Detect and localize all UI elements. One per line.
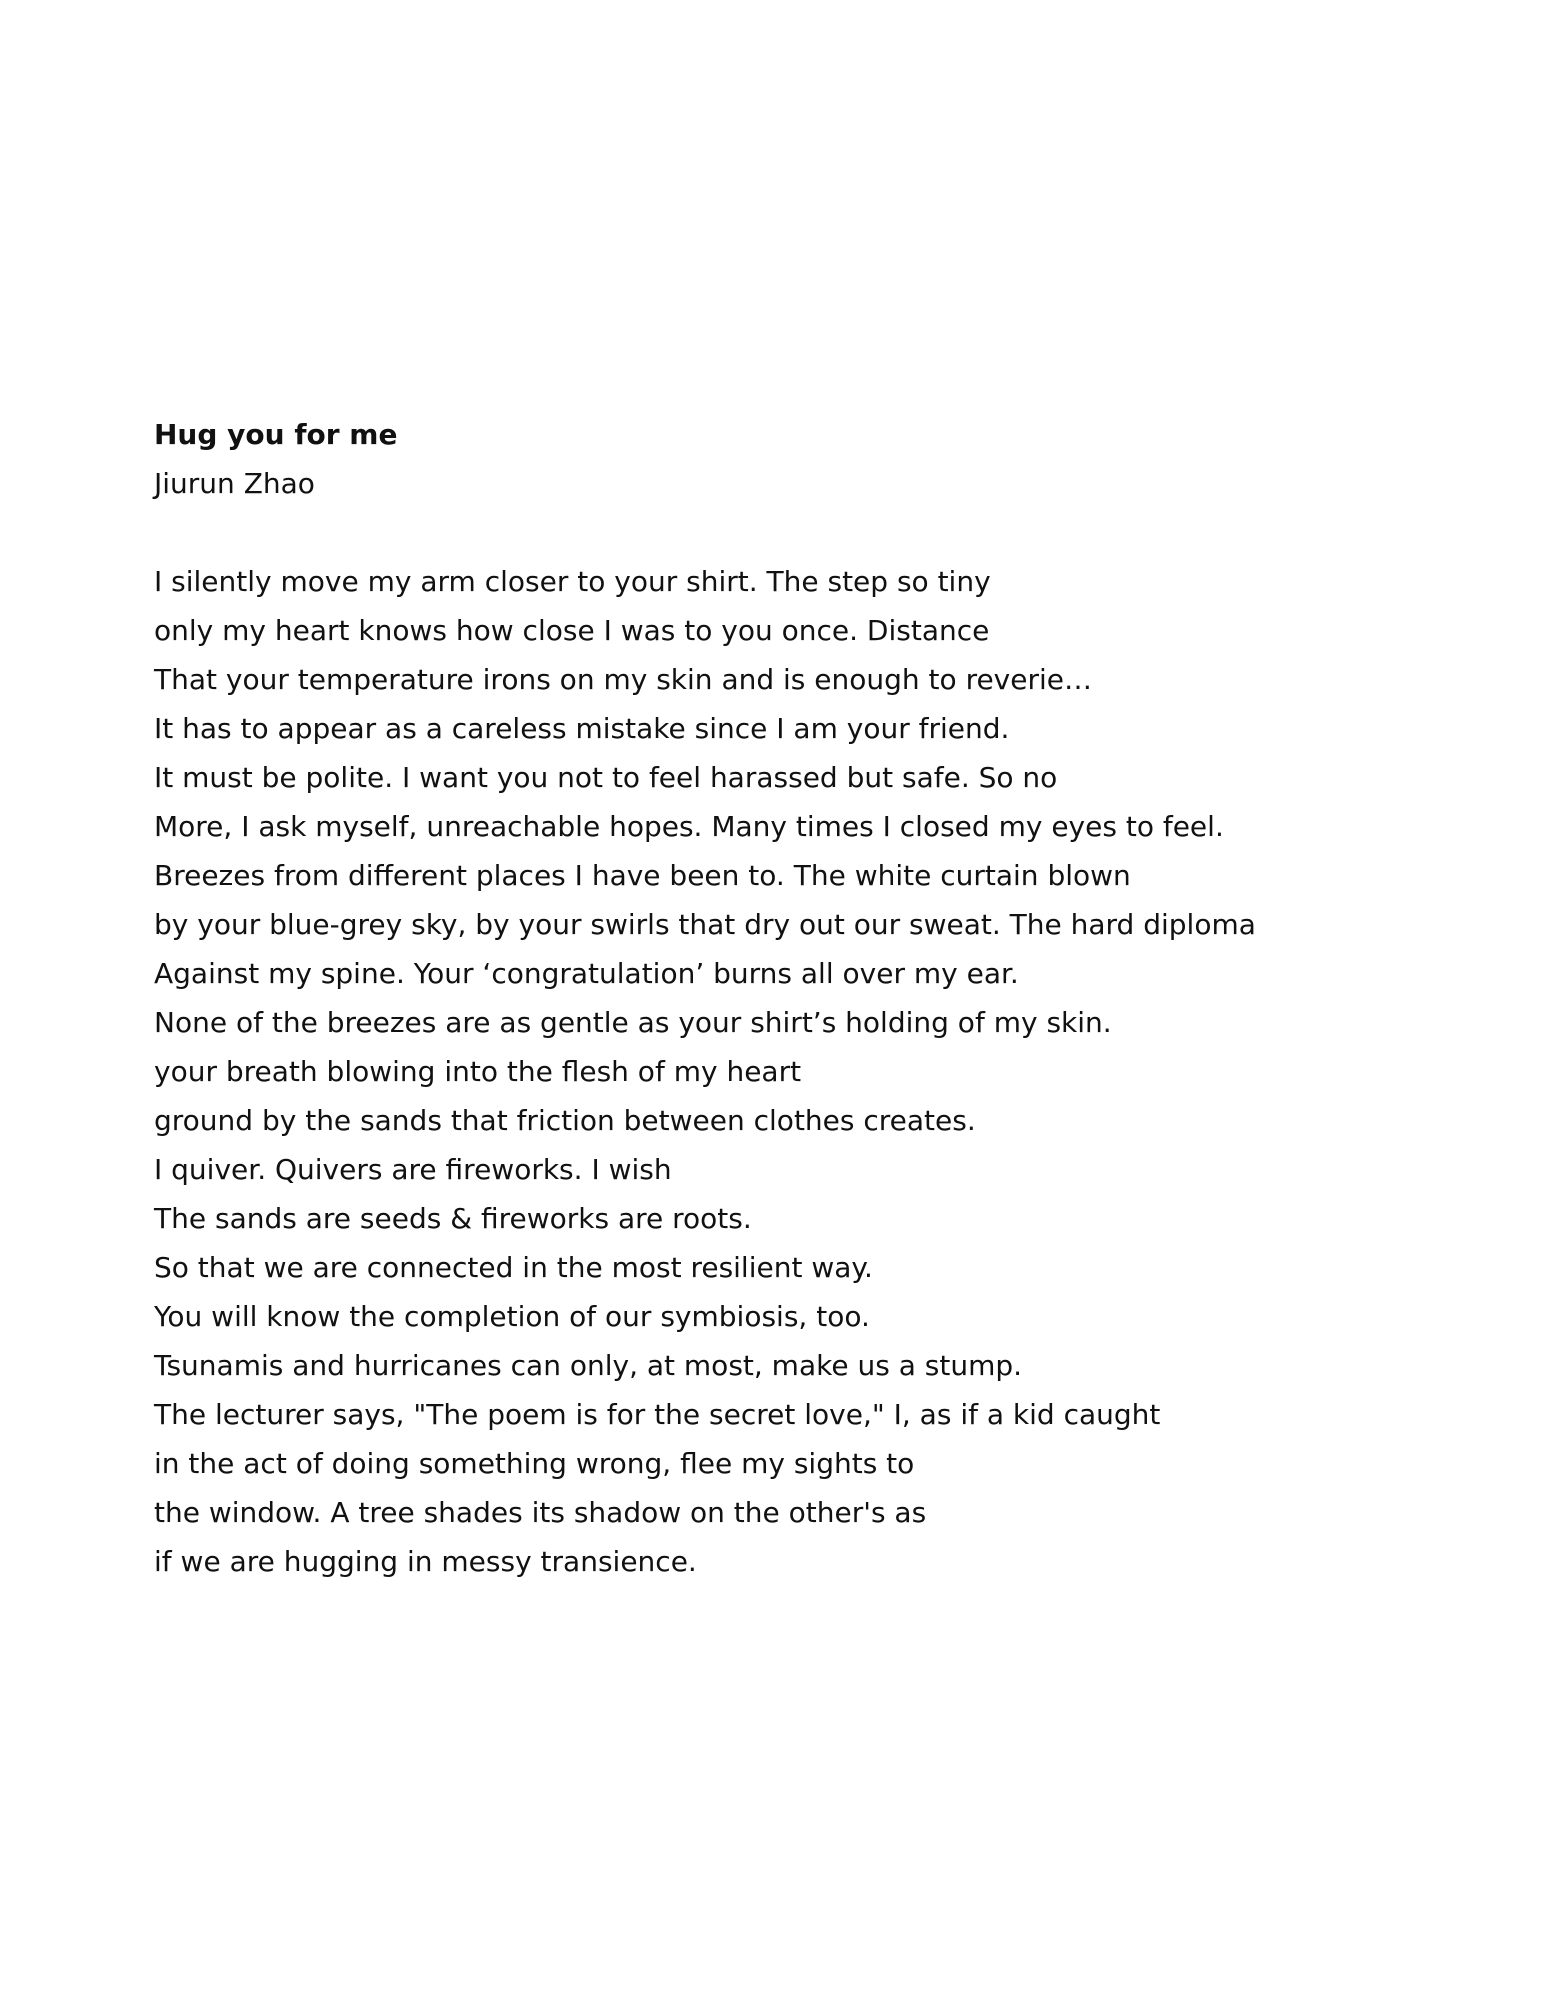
poem-line: More, I ask myself, unreachable hopes. Many times I closed my eyes to feel. (154, 810, 1224, 843)
poem-line: You will know the completion of our symbiosis, too. (154, 1300, 870, 1333)
poem-line: only my heart knows how close I was to you once. Distance (154, 614, 990, 647)
poem-line: the window. A tree shades its shadow on the other's as (154, 1496, 927, 1529)
poem-line: ground by the sands that friction between clothes creates. (154, 1104, 976, 1137)
poem-line: That your temperature irons on my skin and is enough to reverie… (154, 663, 1092, 696)
poem-line: Breezes from different places I have been to. The white curtain blown (154, 859, 1131, 892)
poem-line: your breath blowing into the flesh of my heart (154, 1055, 802, 1088)
poem-line: if we are hugging in messy transience. (154, 1545, 697, 1578)
poem-line: in the act of doing something wrong, flee my sights to (154, 1447, 915, 1480)
poem-line: The sands are seeds & fireworks are roots. (154, 1202, 752, 1235)
poem-line: So that we are connected in the most resilient way. (154, 1251, 873, 1284)
poem-author: Jiurun Zhao (154, 467, 315, 500)
poem-line: by your blue-grey sky, by your swirls that dry out our sweat. The hard diploma (154, 908, 1256, 941)
poem-line: I silently move my arm closer to your shirt. The step so tiny (154, 565, 991, 598)
poem-line: None of the breezes are as gentle as your shirt’s holding of my skin. (154, 1006, 1112, 1039)
poem-line: Tsunamis and hurricanes can only, at most, make us a stump. (154, 1349, 1023, 1382)
poem-line: I quiver. Quivers are fireworks. I wish (154, 1153, 672, 1186)
poem-line: It must be polite. I want you not to feel harassed but safe. So no (154, 761, 1058, 794)
stanza-gap (154, 508, 1414, 557)
poem-line: It has to appear as a careless mistake since I am your friend. (154, 712, 1010, 745)
poem-line: Against my spine. Your ‘congratulation’ burns all over my ear. (154, 957, 1019, 990)
poem (154, 410, 1414, 1586)
poem-title: Hug you for me (154, 418, 398, 451)
poem-line: The lecturer says, "The poem is for the secret love," I, as if a kid caught (154, 1398, 1161, 1431)
